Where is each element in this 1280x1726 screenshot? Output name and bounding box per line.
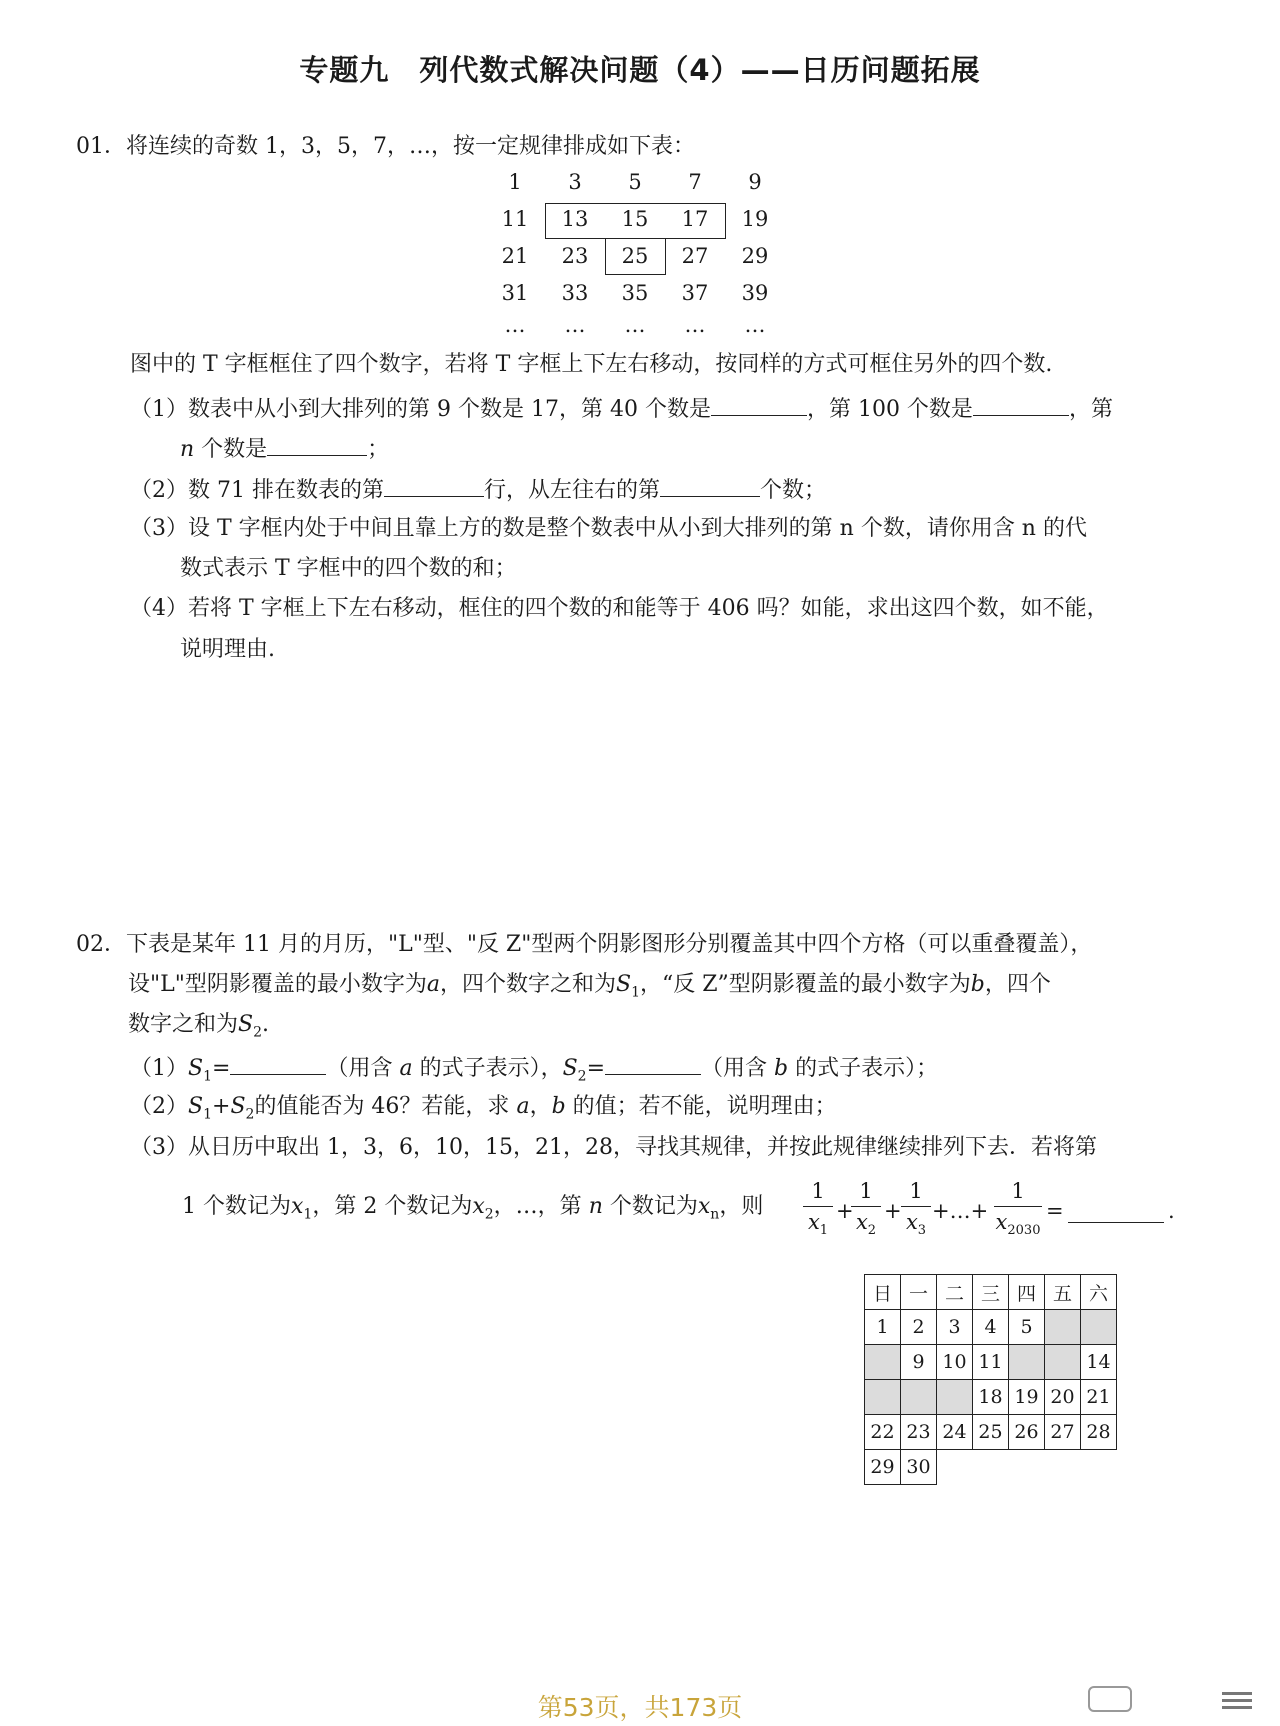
fraction: [994, 1178, 1042, 1244]
answer-blank[interactable]: [384, 474, 484, 497]
text: 1 个数记为: [182, 1194, 291, 1219]
calendar-week-row: [865, 1310, 1117, 1345]
fraction-denominator: $x_3$: [905, 1210, 927, 1239]
plus-dots-sign: +…+: [932, 1199, 989, 1223]
table-cell: 19: [741, 207, 769, 231]
calendar-day-cell: 23: [901, 1415, 937, 1450]
q1-p2-text-c: 个数；: [760, 478, 827, 503]
table-cell: 21: [501, 244, 529, 268]
calendar-day-cell: 14: [1081, 1345, 1117, 1380]
calendar-day-cell: 4: [973, 1310, 1009, 1345]
q1-part1-cont: [180, 433, 389, 465]
table-cell: …: [624, 313, 646, 337]
answer-blank[interactable]: [711, 393, 807, 416]
table-cell: …: [744, 313, 766, 337]
var-s: S: [562, 1056, 578, 1081]
calendar-empty: [937, 1450, 973, 1485]
page-toggle-icon[interactable]: [1088, 1686, 1132, 1712]
q2-stem-c: [128, 1010, 269, 1047]
table-cell: 37: [681, 281, 709, 305]
weekday-header: 五: [1045, 1275, 1081, 1310]
calendar-shaded-cell: [865, 1380, 901, 1415]
q2-part2: [130, 1092, 837, 1129]
q2-stem-a: 02．下表是某年 11 月的月历，"L"型、"反 Z"型两个阴影图形分别覆盖其中四个方格（可以重叠覆盖），: [76, 932, 1093, 957]
text: ，“反 Z”型阴影覆盖的最小数字为: [640, 972, 971, 997]
fraction-bar: [803, 1206, 833, 1207]
text: 的值能否为 46？若能，求: [254, 1094, 510, 1119]
var-s: S: [238, 1012, 254, 1037]
subscript: 2: [484, 1206, 494, 1223]
calendar-empty: [973, 1450, 1009, 1485]
fraction-bar: [901, 1206, 931, 1207]
equals: =: [586, 1056, 606, 1081]
table-cell: 33: [561, 281, 589, 305]
q1-part4-b: 说明理由.: [180, 637, 275, 662]
answer-blank[interactable]: [1068, 1222, 1164, 1223]
subscript: 2: [253, 1024, 263, 1041]
weekday-header: 一: [901, 1275, 937, 1310]
var-b: b: [774, 1056, 789, 1081]
var-n: n: [588, 1194, 603, 1219]
var-a: a: [399, 1056, 413, 1081]
q2-part3-a: （3）从日历中取出 1，3，6，10，15，21，28，寻找其规律，并按此规律继续排列下去．若将第: [130, 1135, 1097, 1160]
equals: =: [212, 1056, 231, 1081]
page-indicator: 第53页，共173页: [537, 1693, 743, 1722]
fraction-numerator: 1: [859, 1179, 873, 1203]
var-b: b: [551, 1094, 566, 1119]
fraction-denominator: $x_2$: [855, 1210, 877, 1239]
table-cell: 11: [501, 207, 529, 231]
fraction-numerator: 1: [909, 1179, 923, 1203]
table-cell: 17: [681, 207, 709, 231]
table-cell: …: [504, 313, 526, 337]
calendar-empty: [1081, 1450, 1117, 1485]
subscript: 1: [203, 1106, 212, 1123]
equals-sign: =: [1046, 1199, 1064, 1223]
fraction-bar: [994, 1206, 1042, 1207]
calendar-day-cell: 28: [1081, 1415, 1117, 1450]
q1-part3-a: （3）设 T 字框内处于中间且靠上方的数是整个数表中从小到大排列的第 n 个数，请你用含 n 的代: [130, 516, 1087, 541]
table-cell: …: [564, 313, 586, 337]
q1-part1: [130, 393, 1113, 425]
text: 数字之和为: [128, 1012, 239, 1037]
calendar-week-row: [865, 1415, 1117, 1450]
q1-stem: 01．将连续的奇数 1，3，5，7，…，按一定规律排成如下表：: [76, 134, 695, 159]
calendar-day-cell: 11: [973, 1345, 1009, 1380]
calendar-shaded-cell: [901, 1380, 937, 1415]
page-title: 专题九 列代数式解决问题（4）——日历问题拓展: [299, 53, 981, 87]
table-cell: 1: [508, 170, 522, 194]
calendar-empty: [1009, 1450, 1045, 1485]
calendar-day-cell: 2: [901, 1310, 937, 1345]
text: ，则: [719, 1194, 764, 1219]
q1-p1-text-e: 个数是: [194, 437, 268, 462]
fraction: [851, 1178, 881, 1244]
calendar-shaded-cell: [1045, 1310, 1081, 1345]
var-x: x: [697, 1194, 711, 1219]
period: .: [1168, 1199, 1175, 1223]
calendar-day-cell: 26: [1009, 1415, 1045, 1450]
table-cell: …: [684, 313, 706, 337]
text: （1）: [130, 1056, 188, 1081]
var-s: S: [188, 1056, 204, 1081]
var-a: a: [426, 972, 440, 997]
table-cell: 23: [561, 244, 589, 268]
var-s: S: [230, 1094, 246, 1119]
table-cell: 13: [561, 207, 589, 231]
calendar-week-row: [865, 1450, 1117, 1485]
text: 的式子表示）；: [795, 1056, 939, 1081]
plus: +: [212, 1094, 231, 1119]
q1-p1-text-a: （1）数表中从小到大排列的第 9 个数是 17，第 40 个数是: [130, 397, 711, 422]
calendar-day-cell: 18: [973, 1380, 1009, 1415]
var-s: S: [188, 1094, 204, 1119]
weekday-header: 三: [973, 1275, 1009, 1310]
calendar-day-cell: 22: [865, 1415, 901, 1450]
text: 个数记为: [609, 1194, 698, 1219]
q1-part3-b: 数式表示 T 字框中的四个数的和；: [180, 556, 517, 581]
calendar-day-cell: 1: [865, 1310, 901, 1345]
var-x: x: [472, 1194, 485, 1219]
table-cell: 5: [628, 170, 642, 194]
q1-p1-text-f: ；: [367, 437, 390, 462]
calendar-shaded-cell: [1045, 1345, 1081, 1380]
t-frame-stem: [605, 238, 666, 275]
calendar-day-cell: 27: [1045, 1415, 1081, 1450]
subscript: 1: [203, 1068, 212, 1085]
fraction-bar: [851, 1206, 881, 1207]
calendar-empty: [1045, 1450, 1081, 1485]
calendar-day-cell: 5: [1009, 1310, 1045, 1345]
fraction-numerator: 1: [1011, 1179, 1025, 1203]
text: 设"L"型阴影覆盖的最小数字为: [128, 972, 427, 997]
answer-blank[interactable]: [973, 393, 1069, 416]
calendar-shaded-cell: [1009, 1345, 1045, 1380]
answer-blank[interactable]: [230, 1052, 326, 1075]
calendar-day-cell: 30: [901, 1450, 937, 1485]
answer-blank[interactable]: [605, 1052, 701, 1075]
subscript: 2: [245, 1106, 255, 1123]
table-cell: 35: [621, 281, 649, 305]
calendar-day-cell: 21: [1081, 1380, 1117, 1415]
text: ，: [529, 1094, 552, 1119]
table-cell: 25: [621, 244, 649, 268]
weekday-header: 六: [1081, 1275, 1117, 1310]
var-a: a: [516, 1094, 530, 1119]
calendar-shaded-cell: [1081, 1310, 1117, 1345]
q2-part3-b: [182, 1192, 763, 1229]
text: 的值；若不能，说明理由；: [572, 1094, 837, 1119]
text: ，…，第: [493, 1194, 582, 1219]
q1-p2-text-b: 行，从左往右的第: [483, 478, 660, 503]
table-cell: 31: [501, 281, 529, 305]
q1-p1-var-n: n: [180, 437, 195, 462]
text: ，四个: [984, 972, 1051, 997]
calendar-day-cell: 29: [865, 1450, 901, 1485]
table-cell: 39: [741, 281, 769, 305]
text: （2）: [130, 1094, 188, 1119]
calendar-day-cell: 20: [1045, 1380, 1081, 1415]
calendar-day-cell: 10: [937, 1345, 973, 1380]
text: （用含: [701, 1056, 768, 1081]
q1-desc: 图中的 T 字框框住了四个数字，若将 T 字框上下左右移动，按同样的方式可框住另外的四个数.: [130, 352, 1053, 377]
calendar-day-cell: 3: [937, 1310, 973, 1345]
q1-p1-text-b: ，第 100 个数是: [806, 397, 973, 422]
t-frame-top: [545, 203, 726, 239]
q1-part4-a: （4）若将 T 字框上下左右移动，框住的四个数的和能等于 406 吗？如能，求出这四个数，如不能，: [130, 596, 1109, 621]
calendar-week-row: [865, 1345, 1117, 1380]
q1-p2-text-a: （2）数 71 排在数表的第: [130, 478, 384, 503]
subscript: 1: [303, 1206, 313, 1223]
answer-blank[interactable]: [660, 474, 760, 497]
calendar-day-cell: 24: [937, 1415, 973, 1450]
plus-sign: +: [836, 1199, 854, 1223]
var-s: S: [616, 972, 632, 997]
fraction-denominator: $x_{2030}$: [995, 1210, 1041, 1239]
subscript: 1: [631, 984, 640, 1001]
weekday-header: 四: [1009, 1275, 1045, 1310]
text: （用含: [326, 1056, 393, 1081]
q1-part2: [130, 474, 826, 506]
table-cell: 7: [688, 170, 702, 194]
fraction-denominator: $x_1$: [807, 1210, 829, 1239]
table-cell: 3: [568, 170, 582, 194]
calendar-day-cell: 25: [973, 1415, 1009, 1450]
fraction-numerator: 1: [811, 1179, 825, 1203]
calendar-header-row: [865, 1275, 1117, 1310]
calendar-shaded-cell: [937, 1380, 973, 1415]
var-x: x: [291, 1194, 304, 1219]
subscript: 2: [577, 1068, 587, 1085]
fraction: [803, 1178, 833, 1244]
menu-icon[interactable]: [1222, 1688, 1252, 1713]
plus-sign: +: [884, 1199, 902, 1223]
table-cell: 29: [741, 244, 769, 268]
weekday-header: 二: [937, 1275, 973, 1310]
calendar-day-cell: 19: [1009, 1380, 1045, 1415]
text: .: [262, 1012, 270, 1037]
text: 的式子表示），: [419, 1056, 563, 1081]
fraction: [901, 1178, 931, 1244]
calendar-shaded-cell: [865, 1345, 901, 1380]
q2-stem-b: [128, 970, 1051, 1007]
q1-p1-text-c: ，第: [1068, 397, 1113, 422]
weekday-header: 日: [865, 1275, 901, 1310]
table-cell: 15: [621, 207, 649, 231]
calendar-week-row: [865, 1380, 1117, 1415]
table-cell: 27: [681, 244, 709, 268]
subscript: n: [710, 1206, 720, 1223]
text: ，四个数字之和为: [439, 972, 616, 997]
q2-part1: [130, 1052, 938, 1091]
text: ，第 2 个数记为: [312, 1194, 473, 1219]
var-b: b: [970, 972, 985, 997]
table-cell: 9: [748, 170, 762, 194]
answer-blank[interactable]: [267, 433, 367, 456]
calendar-day-cell: 9: [901, 1345, 937, 1380]
calendar-table: [864, 1274, 1117, 1485]
